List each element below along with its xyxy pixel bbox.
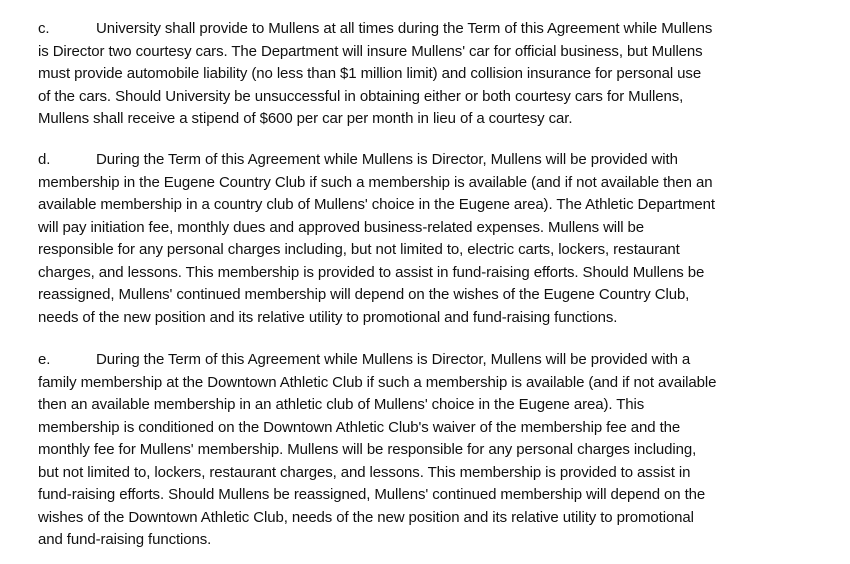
clause-c bbox=[38, 18, 838, 131]
clause-line: membership is conditioned on the Downtown Athletic Club's waiver of the membership fee and the bbox=[38, 418, 681, 436]
clause-text: During the Term of this Agreement while Mullens is Director, Mullens will be provided with a bbox=[96, 351, 691, 368]
clause-marker: d. bbox=[38, 151, 51, 168]
clause-marker: e. bbox=[38, 351, 51, 368]
clause-text: During the Term of this Agreement while Mullens is Director, Mullens will be provided with bbox=[96, 151, 678, 168]
clause-line: available membership in a country club of Mullens' choice in the Eugene area). The Athletic Department bbox=[38, 196, 715, 213]
clause-line: must provide automobile liability (no less than $1 million limit) and collision insurance for personal use bbox=[38, 65, 702, 82]
clause-line bbox=[38, 149, 838, 172]
clause-line: family membership at the Downtown Athletic Club if such a membership is available (and if not available bbox=[38, 373, 717, 391]
clause-line bbox=[38, 18, 838, 41]
clause-line: is Director two courtesy cars. The Department will insure Mullens' car for official business, but Mullens bbox=[38, 42, 703, 60]
clause-line: and fund-raising functions. bbox=[38, 531, 212, 548]
clause-text: University shall provide to Mullens at all times during the Term of this Agreement while Mullens bbox=[96, 20, 713, 37]
clause-line: responsible for any personal charges including, but not limited to, electric carts, lockers, restaurant bbox=[38, 241, 680, 258]
clause-line: Mullens shall receive a stipend of $600 per car per month in lieu of a courtesy car. bbox=[38, 110, 573, 127]
clause-d bbox=[38, 149, 838, 329]
clause-line: reassigned, Mullens' continued membership will depend on the wishes of the Eugene Country Club, bbox=[38, 286, 690, 303]
clause-line: wishes of the Downtown Athletic Club, needs of the new position and its relative utility to promotional bbox=[38, 508, 694, 526]
clause-line: then an available membership in an athletic club of Mullens' choice in the Eugene area). This bbox=[38, 396, 645, 413]
clause-line: membership in the Eugene Country Club if such a membership is available (and if not available then an bbox=[38, 173, 713, 191]
clause-line bbox=[38, 349, 838, 372]
clause-line: monthly fee for Mullens' membership. Mullens will be responsible for any personal charges including, bbox=[38, 441, 697, 458]
clause-line: fund-raising efforts. Should Mullens be reassigned, Mullens' continued membership will depend on the bbox=[38, 486, 706, 503]
clause-line: of the cars. Should University be unsuccessful in obtaining either or both courtesy cars for Mullens, bbox=[38, 87, 684, 105]
clause-line: but not limited to, lockers, restaurant charges, and lessons. This membership is provided to assist in bbox=[38, 463, 691, 481]
clause-e bbox=[38, 349, 838, 552]
clause-line: charges, and lessons. This membership is provided to assist in fund-raising efforts. Should Mullens be bbox=[38, 263, 705, 281]
clause-line: will pay initiation fee, monthly dues and approved business-related expenses. Mullens will be bbox=[38, 218, 645, 236]
clause-marker: c. bbox=[38, 20, 50, 37]
clause-line: needs of the new position and its relative utility to promotional and fund-raising functions. bbox=[38, 308, 618, 326]
